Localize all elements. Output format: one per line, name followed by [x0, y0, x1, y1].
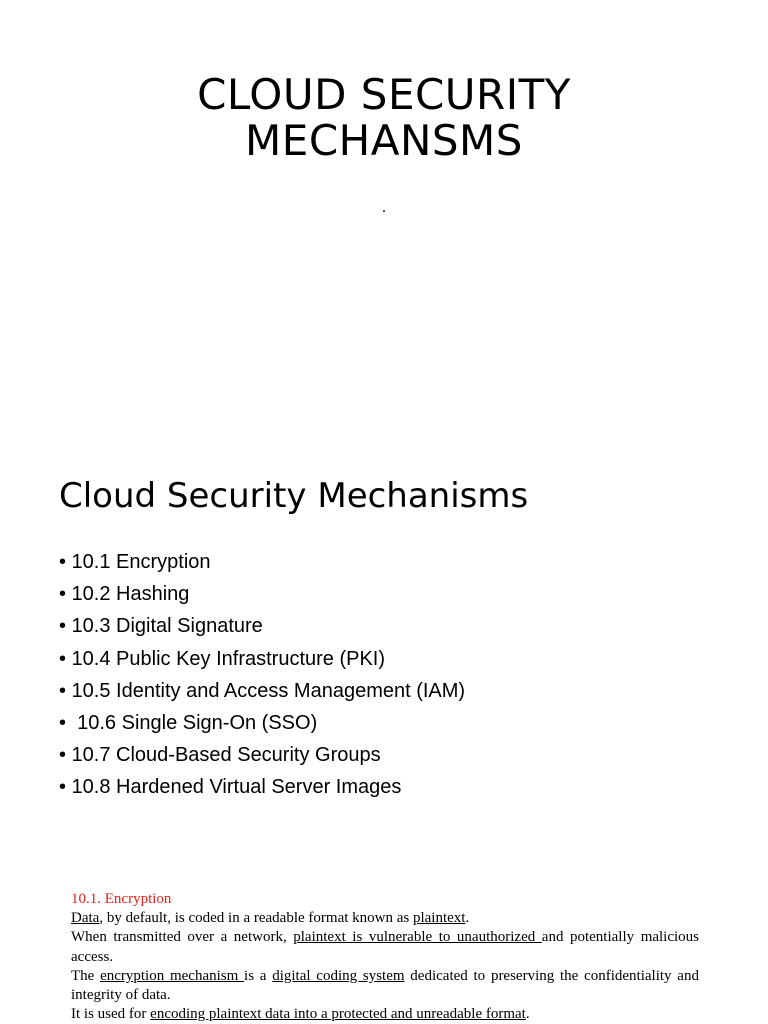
- paragraph-usage: [71, 1005, 699, 1024]
- text-span: and potentially malicious access.: [71, 929, 700, 965]
- toc-item: • 10.6 Single Sign-On (SSO): [59, 712, 318, 735]
- toc-item: • 10.3 Digital Signature: [59, 615, 263, 638]
- text-span: When transmitted over a network,: [71, 929, 294, 946]
- toc-item: • 10.5 Identity and Access Management (IAM): [59, 679, 466, 702]
- section-title: Cloud Security Mechanisms: [59, 476, 529, 516]
- paragraph-data-definition: [71, 909, 699, 928]
- toc-list: [59, 546, 465, 804]
- toc-item: • 10.7 Cloud-Based Security Groups: [59, 744, 381, 767]
- term-digital-coding-system: digital coding system: [272, 967, 405, 984]
- text-span: dedicated to preserving the confidentiality and integrity of data.: [71, 967, 699, 1004]
- term-vulnerable: plaintext is vulnerable to unauthorized: [293, 929, 542, 946]
- subtitle: .: [381, 200, 387, 216]
- text-span: , by default, is coded in a readable format known as: [99, 910, 413, 927]
- paragraph-transmission: [71, 928, 699, 966]
- text-span: .: [465, 910, 470, 927]
- content-slide: [0, 440, 768, 840]
- text-span: is a: [244, 967, 273, 984]
- document-section: [71, 890, 699, 1024]
- section-heading: 10.1. Encryption: [71, 891, 172, 907]
- term-encoding: encoding plaintext data into a protected and unreadable format: [150, 1006, 526, 1023]
- text-span: The: [71, 967, 101, 984]
- text-span: It is used for: [71, 1006, 151, 1023]
- term-plaintext: plaintext: [412, 910, 466, 927]
- toc-item: • 10.8 Hardened Virtual Server Images: [59, 776, 402, 799]
- toc-item: • 10.2 Hashing: [59, 583, 190, 606]
- toc-item: • 10.4 Public Key Infrastructure (PKI): [59, 647, 386, 670]
- main-title-line-2: MECHANSMS: [245, 116, 523, 165]
- main-title-line-1: CLOUD SECURITY: [197, 70, 571, 119]
- toc-item: • 10.1 Encryption: [59, 551, 211, 573]
- term-encryption-mechanism: encryption mechanism: [100, 967, 245, 984]
- title-slide: [0, 0, 768, 440]
- main-title: [0, 72, 768, 164]
- text-span: .: [525, 1006, 530, 1023]
- paragraph-mechanism: [71, 967, 699, 1005]
- term-data: Data: [71, 910, 100, 927]
